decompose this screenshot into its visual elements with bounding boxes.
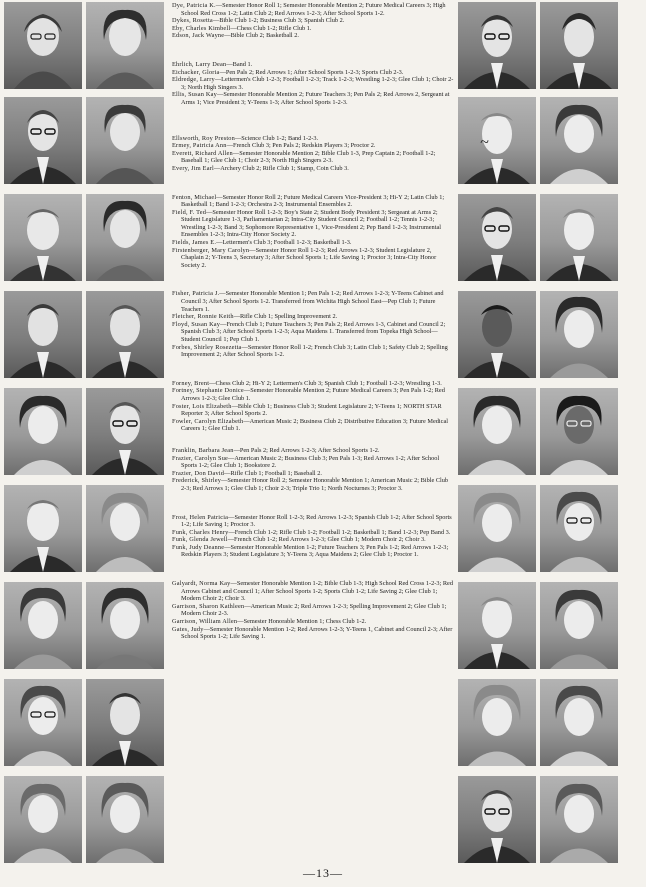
portrait-photo [540, 485, 618, 572]
student-name: Frazier, Don David [172, 469, 225, 477]
portrait-photo [458, 2, 536, 89]
student-entry: Garrison, William Allen—Semester Honorable Mention 1; Chess Club 1-2. [172, 618, 367, 626]
portrait-photo [86, 97, 164, 184]
student-entry: Gates, Judy—Semester Honorable Mention 1-2; Red Arrows 1-2-3; Y-Teens 1, Cabinet and Council 2-3; After School Sports 1-2; Life Saving 1. [172, 625, 453, 641]
student-activities: American Music 2; Business Club 2; Distributive Education 3; Future Medical Careers 1; Glee Club 1. [181, 417, 448, 433]
student-activities: Archery Club 2; Rifle Club 1; Stamp, Coin Club 3. [220, 164, 349, 172]
student-name: Fisher, Patricia J. [172, 290, 220, 298]
student-entry: Funk, Glenda Jewell—French Club 1-2; Red Arrows 1-2-3; Glee Club 1; Modern Choir 2; Choir 3. [172, 536, 426, 544]
portrait-photo [4, 194, 82, 281]
student-entry: Firstenberger, Mary Carolyn—Semester Honor Roll 1-2-3; Red Arrows 1-2-3; Student Legislature 2, Chaplain 2; Y-Teens 3, Secretary 3; After School Sports 1; Life Saving 1; Proctor 3; Intra-City Honor Society 2. [172, 246, 437, 269]
portrait-photo [458, 679, 536, 766]
student-name: Fowler, Carolyn Elizabeth [172, 417, 244, 425]
student-entry: Everett, Richard Allen—Semester Honorable Mention 2; Bible Club 1-3, Prep Captain 2; Football 1-2; Baseball 1; Glee Club 1; Choir 2-3; North High Singers 2-3. [172, 149, 436, 165]
student-entry: Dykes, Rosetta—Bible Club 1-2; Business Club 3; Spanish Club 2. [172, 17, 345, 25]
student-entry: Eby, Charles Kimbell—Chess Club 1-2; Rifle Club 1. [172, 24, 312, 32]
portrait-photo [458, 776, 536, 863]
student-activities: Semester Honor Roll 2; Semester Honorable Mention 1; American Music 2; Bible Club 2-3; Red Arrows 1; Glee Club 1; Choir 2-3; Triple Trio 1; North Nocturnes 3; Proctor 3. [181, 477, 449, 492]
student-activities: Semester Honorable Mention 1-2; Bible Club 1-3; High School Red Cross 1-2-3; Red Arrows Cabinet and Council 1; After School Sports 1-2; Sports Club 1-2; Life Saving 2; Glee Club 1; Modern Choir 2; Choir 3. [181, 580, 453, 603]
student-activities: Band 1. [232, 60, 253, 68]
student-activities: Bible Club 2; Basketball 2. [230, 32, 299, 40]
portrait-photo [86, 485, 164, 572]
student-activities: Pen Pals 2; Red Arrows 1; After School Sports 1-2-3; Sports Club 2-3. [225, 68, 404, 76]
portrait-photo [4, 97, 82, 184]
portrait-photo [4, 679, 82, 766]
student-name: Galyardt, Norma Kay [172, 580, 231, 588]
student-entry: Fisher, Patricia J.—Semester Honorable Mention 1; Pen Pals 1-2; Red Arrows 1-2-3; Y-Teens Cabinet and Council 3; After School Sports 1-2. Transferred from Wichita High School East—Pep Club 1; Future Teachers 1. [172, 290, 444, 313]
page-number: —13— [303, 866, 343, 880]
student-name: Frost, Helen Patricia [172, 513, 229, 521]
student-entry: Forney, Brent—Chess Club 2; Hi-Y 2; Lettermen's Club 3; Spanish Club 1; Football 1-2-3; Wrestling 1-3. [172, 379, 442, 387]
student-activities: Semester Honor Roll 1-2; French Club 3; Latin Club 1; Safety Club 2; Spelling Improvement 2; After School Sports 1-2. [181, 343, 448, 359]
student-name: Fenton, Michael [172, 193, 217, 201]
student-entry: Ehrlich, Larry Dean—Band 1. [172, 60, 253, 68]
portrait-photo [4, 388, 82, 475]
portrait-photo [4, 2, 82, 89]
student-name: Franklin, Barbara Jean [172, 446, 234, 454]
svg-text:~: ~ [480, 134, 489, 151]
student-activities: American Music 2; Red Arrows 1-2-3; Spelling Improvement 2; Glee Club 1; Modern Choir 2-3. [181, 602, 447, 618]
student-name: Funk, Glenda Jewell [172, 536, 228, 544]
student-name: Garrison, William Allen [172, 618, 238, 626]
student-name: Fields, James E. [172, 239, 217, 247]
student-entry: Fowler, Carolyn Elizabeth—American Music 2; Business Club 2; Distributive Education 3; Future Medical Careers 1; Glee Club 1. [172, 417, 448, 433]
student-activities: Semester Honor Roll 2; Future Medical Careers Vice-President 3; Hi-Y 2; Latin Club 1; Basketball 1; Band 1-2-3; Orchestra 2-3; Instrumental Ensembles 2. [181, 193, 445, 209]
student-activities: Rifle Club 1; Spelling Improvement 2. [239, 313, 338, 321]
student-activities: French Club 1; Future Teachers 3; Pen Pals 2; Red Arrows 1-3, Cabinet and Council 2; Spanish Club 3; After School Sports 1-2-3; Aqua Maidens 1. Transferred from Topeka High School—Student Council 1; Pep Club 1. [181, 320, 446, 343]
student-name: Field, F. Ted [172, 208, 207, 216]
portrait-photo [4, 485, 82, 572]
student-activities: Semester Honorable Mention 2; Future Teachers 3; Pen Pals 2; Red Arrows 2, Sergeant at Arms 1; Vice President 3; Y-Teens 1-3; After School Sports 1-2-3. [181, 91, 450, 106]
student-entry: Fields, James E.—Lettermen's Club 3; Football 1-2-3; Basketball 1-3. [172, 239, 352, 247]
student-name: Eby, Charles Kimbell [172, 24, 231, 32]
portrait-photo [4, 776, 82, 863]
student-name: Frazier, Carolyn Sue [172, 454, 229, 462]
student-entry: Foster, Lois Elizabeth—Bible Club 1; Business Club 3; Student Legislature 2; Y-Teens 1; NORTH STAR Reporter 3; After School Sports 2. [172, 402, 442, 418]
student-entry: Eichacker, Gloria—Pen Pals 2; Red Arrows 1; After School Sports 1-2-3; Sports Club 2-3. [172, 68, 404, 76]
student-name: Fortney, Stephanie Donice [172, 387, 244, 395]
student-name: Floyd, Susan Kay [172, 320, 221, 328]
student-activities: Science Club 1-2; Band 1-2-3. [241, 134, 319, 142]
student-activities: French Club 1-2; Red Arrows 1-2-3; Glee Club 1; Modern Choir 2; Choir 3. [234, 536, 426, 544]
student-name: Funk, Judy Deanne [172, 543, 225, 551]
student-name: Fletcher, Ronnie Keith [172, 313, 234, 321]
student-entry: Franklin, Barbara Jean—Pen Pals 2; Red Arrows 1-2-3; After School Sports 1-2. [172, 446, 380, 454]
student-name: Firstenberger, Mary Carolyn [172, 246, 250, 254]
portrait-photo [540, 388, 618, 475]
student-listing [172, 2, 454, 641]
portrait-photo [86, 194, 164, 281]
student-entry: Fletcher, Ronnie Keith—Rifle Club 1; Spelling Improvement 2. [172, 313, 338, 321]
student-entry: Ellsworth, Roy Preston—Science Club 1-2; Band 1-2-3. [172, 134, 319, 142]
student-activities: Bible Club 1-2; Business Club 3; Spanish Club 2. [219, 17, 345, 25]
portrait-photo [540, 291, 618, 378]
student-activities: Semester Honor Roll 1-2-3; Boy's State 2; Student Body President 3; Sergeant at Arms 2; Student Legislature 1-3, Parliamentarian 2; Intra-City Student Council 2; Football 1-2; Tennis 1-2-3; Wrestling 1-2-3; Band 3; Sophomore Representative 1, Vice-President 2; Pep Band 1-2-3; Instrumental Ensembles 1-2-3; Intra-City Honor Society 2. [181, 208, 441, 239]
student-activities: Pen Pals 2; Red Arrows 1-2-3; After School Sports 1-2. [239, 446, 380, 454]
student-entry: Forbes, Shirley Rosezetta—Semester Honor Roll 1-2; French Club 3; Latin Club 1; Safety Club 2; Spelling Improvement 2; After School Sports 1-2. [172, 343, 448, 359]
student-activities: Semester Honorable Mention 1; Chess Club 1-2. [243, 618, 367, 626]
student-activities: Semester Honor Roll 1-2-3; Red Arrows 1-2-3; Spanish Club 1-2; After School Sports 1-2; Life Saving 1; Proctor 3. [181, 513, 452, 529]
student-name: Forney, Brent [172, 379, 210, 387]
student-activities: Semester Honor Roll 1; Semester Honorable Mention 2; Future Medical Careers 3; High School Red Cross 1-2; Latin Club 2; Red Arrows 1-2-3; After School Sports 1-2. [181, 2, 446, 17]
student-entry: Ermey, Patricia Ann—French Club 3; Pen Pals 2; Redskin Players 3; Proctor 2. [172, 142, 376, 150]
student-name: Ehrlich, Larry Dean [172, 60, 227, 68]
portrait-photo [458, 388, 536, 475]
student-name: Everett, Richard Allen [172, 149, 233, 157]
student-name: Funk, Charles Henry [172, 528, 229, 536]
portrait-photo [540, 2, 618, 89]
student-entry: Fenton, Michael—Semester Honor Roll 2; Future Medical Careers Vice-President 3; Hi-Y 2; Latin Club 1; Basketball 1; Band 1-2-3; Orchestra 2-3; Instrumental Ensembles 2. [172, 193, 445, 209]
student-activities: Chess Club 2; Hi-Y 2; Lettermen's Club 3; Spanish Club 1; Football 1-2-3; Wrestling 1-3. [215, 379, 442, 387]
student-entry: Frost, Helen Patricia—Semester Honor Roll 1-2-3; Red Arrows 1-2-3; Spanish Club 1-2; After School Sports 1-2; Life Saving 1; Proctor 3. [172, 513, 452, 529]
portrait-photo [540, 97, 618, 184]
student-entry: Frazier, Don David—Rifle Club 1; Football 1; Baseball 2. [172, 469, 322, 477]
student-activities: Semester Honor Roll 1-2-3; Red Arrows 1-2-3; Student Legislature 2, Chaplain 2; Y-Teens 3, Secretary 3; After School Sports 1; Life Saving 1; Proctor 3; Intra-City Honor Society 2. [181, 246, 437, 269]
portrait-photo [4, 582, 82, 669]
student-activities: Semester Honorable Mention 2; Future Medical Careers 3; Pen Pals 1-2; Red Arrows 1-2-3; Glee Club 1. [181, 387, 445, 402]
portrait-photo [540, 776, 618, 863]
student-activities: Semester Honorable Mention 1-2; Red Arrows 1-2-3; Y-Teens 1, Cabinet and Council 2-3; After School Sports 1-2; Life Saving 1. [181, 625, 453, 641]
student-name: Dye, Patricia K. [172, 2, 216, 9]
student-activities: French Club 3; Pen Pals 2; Redskin Players 3; Proctor 2. [232, 142, 376, 150]
student-name: Ermey, Patricia Ann [172, 142, 227, 150]
student-activities: American Music 2; Business Club 3; Pen Pals 1-3; Red Arrows 1-2; After School Sports 1-2; Glee Club 1; Bookstore 2. [181, 454, 440, 470]
portrait-photo [458, 97, 536, 184]
student-entry: Ellis, Susan Kay—Semester Honorable Mention 2; Future Teachers 3; Pen Pals 2; Red Arrows 2, Sergeant at Arms 1; Vice President 3; Y-Teens 1-3; After School Sports 1-2-3. [172, 91, 450, 106]
student-entry: Funk, Charles Henry—French Club 1-2; Rifle Club 1-2; Football 1-2; Basketball 1; Band 1-2-3; Pep Band 3. [172, 528, 451, 536]
student-name: Ellis, Susan Kay [172, 91, 218, 99]
portrait-photo [458, 291, 536, 378]
student-name: Ellsworth, Roy Preston [172, 134, 235, 142]
student-activities: Rifle Club 1; Football 1; Baseball 2. [230, 469, 322, 477]
student-name: Frederick, Shirley [172, 477, 222, 485]
student-entry: Dye, Patricia K.—Semester Honor Roll 1; Semester Honorable Mention 2; Future Medical Careers 3; High School Red Cross 1-2; Latin Club 2; Red Arrows 1-2-3; After School Sports 1-2. [172, 2, 446, 17]
student-entry: Floyd, Susan Kay—French Club 1; Future Teachers 3; Pen Pals 2; Red Arrows 1-3, Cabinet and Council 2; Spanish Club 3; After School Sports 1-2-3; Aqua Maidens 1. Transferred from Topeka High School—Student Council 1; Pep Club 1. [172, 320, 446, 343]
student-name: Eichacker, Gloria [172, 68, 220, 76]
student-activities: Lettermen's Club 3; Football 1-2-3; Basketball 1-3. [222, 239, 352, 247]
student-name: Gates, Judy [172, 625, 204, 633]
portrait-photo [86, 2, 164, 89]
student-name: Foster, Lois Elizabeth [172, 402, 232, 410]
student-activities: Lettermen's Club 1-2-3; Football 1-2-3; Track 1-2-3; Wrestling 1-2-3; Glee Club 1; Choir 2-3; North High Singers 3. [181, 76, 454, 91]
student-name: Edson, Jack Wayne [172, 32, 225, 40]
student-entry: Fortney, Stephanie Donice—Semester Honorable Mention 2; Future Medical Careers 3; Pen Pals 1-2; Red Arrows 1-2-3; Glee Club 1. [172, 387, 445, 402]
student-entry: Galyardt, Norma Kay—Semester Honorable Mention 1-2; Bible Club 1-3; High School Red Cross 1-2-3; Red Arrows Cabinet and Council 1; After School Sports 1-2; Sports Club 1-2; Life Saving 2; Glee Club 1; Modern Choir 2; Choir 3. [172, 580, 453, 603]
portrait-photo [86, 388, 164, 475]
student-entry: Field, F. Ted—Semester Honor Roll 1-2-3; Boy's State 2; Student Body President 3; Sergeant at Arms 2; Student Legislature 1-3, Parliamentarian 2; Intra-City Student Council 2; Football 1-2; Tennis 1-2-3; Wrestling 1-2-3; Band 3; Sophomore Representative 1, Vice-President 2; Pep Band 1-2-3; Instrumental Ensembles 1-2-3; Intra-City Honor Society 2. [172, 208, 441, 239]
student-entry: Garrison, Sharon Kathleen—American Music 2; Red Arrows 1-2-3; Spelling Improvement 2; Glee Club 1; Modern Choir 2-3. [172, 602, 447, 618]
student-name: Every, Jim Earl [172, 164, 214, 172]
student-activities: Semester Honorable Mention 1-2; Future Teachers 3; Pen Pals 1-2; Red Arrows 1-2-3; Redskin Players 3; Student Legislature 3; Y-Teens 3; Aqua Maidens 2; Glee Club 1; Proctor 1. [181, 543, 449, 559]
portrait-photo [458, 485, 536, 572]
student-entry: Frederick, Shirley—Semester Honor Roll 2; Semester Honorable Mention 1; American Music 2; Bible Club 2-3; Red Arrows 1; Glee Club 1; Choir 2-3; Triple Trio 1; North Nocturnes 3; Proctor 3. [172, 477, 449, 492]
student-activities: Semester Honorable Mention 1; Pen Pals 1-2; Red Arrows 1-2-3; Y-Teens Cabinet and Council 3; After School Sports 1-2. Transferred from Wichita High School East—Pep Club 1; Future Teachers 1. [181, 290, 444, 313]
student-entry: Funk, Judy Deanne—Semester Honorable Mention 1-2; Future Teachers 3; Pen Pals 1-2; Red Arrows 1-2-3; Redskin Players 3; Student Legislature 3; Y-Teens 3; Aqua Maidens 2; Glee Club 1; Proctor 1. [172, 543, 449, 559]
student-name: Eldredge, Larry [172, 76, 215, 84]
portrait-photo [458, 194, 536, 281]
student-name: Forbes, Shirley Rosezetta [172, 343, 242, 351]
portrait-photo [4, 291, 82, 378]
portrait-photo [458, 582, 536, 669]
portrait-photo [540, 194, 618, 281]
portrait-photo [540, 582, 618, 669]
portrait-photo [86, 776, 164, 863]
student-entry: Every, Jim Earl—Archery Club 2; Rifle Club 1; Stamp, Coin Club 3. [172, 164, 349, 172]
portrait-photo [86, 679, 164, 766]
portrait-photo [86, 582, 164, 669]
portrait-photo [86, 291, 164, 378]
portrait-photo [540, 679, 618, 766]
student-name: Garrison, Sharon Kathleen [172, 602, 245, 610]
student-entry: Edson, Jack Wayne—Bible Club 2; Basketball 2. [172, 32, 299, 40]
student-activities: Chess Club 1-2; Rifle Club 1. [236, 24, 312, 32]
student-activities: Semester Honorable Mention 2; Bible Club 1-3, Prep Captain 2; Football 1-2; Baseball 1; Glee Club 1; Choir 2-3; North High Singers 2-3. [181, 149, 436, 165]
student-activities: French Club 1-2; Rifle Club 1-2; Football 1-2; Basketball 1; Band 1-2-3; Pep Band 3. [234, 528, 451, 536]
student-entry: Eldredge, Larry—Lettermen's Club 1-2-3; Football 1-2-3; Track 1-2-3; Wrestling 1-2-3; Glee Club 1; Choir 2-3; North High Singers 3. [172, 76, 454, 91]
student-name: Dykes, Rosetta [172, 17, 213, 25]
student-activities: Bible Club 1; Business Club 3; Student Legislature 2; Y-Teens 1; NORTH STAR Reporter 3; After School Sports 2. [181, 402, 442, 418]
student-entry: Frazier, Carolyn Sue—American Music 2; Business Club 3; Pen Pals 1-3; Red Arrows 1-2; After School Sports 1-2; Glee Club 1; Bookstore 2. [172, 454, 440, 470]
